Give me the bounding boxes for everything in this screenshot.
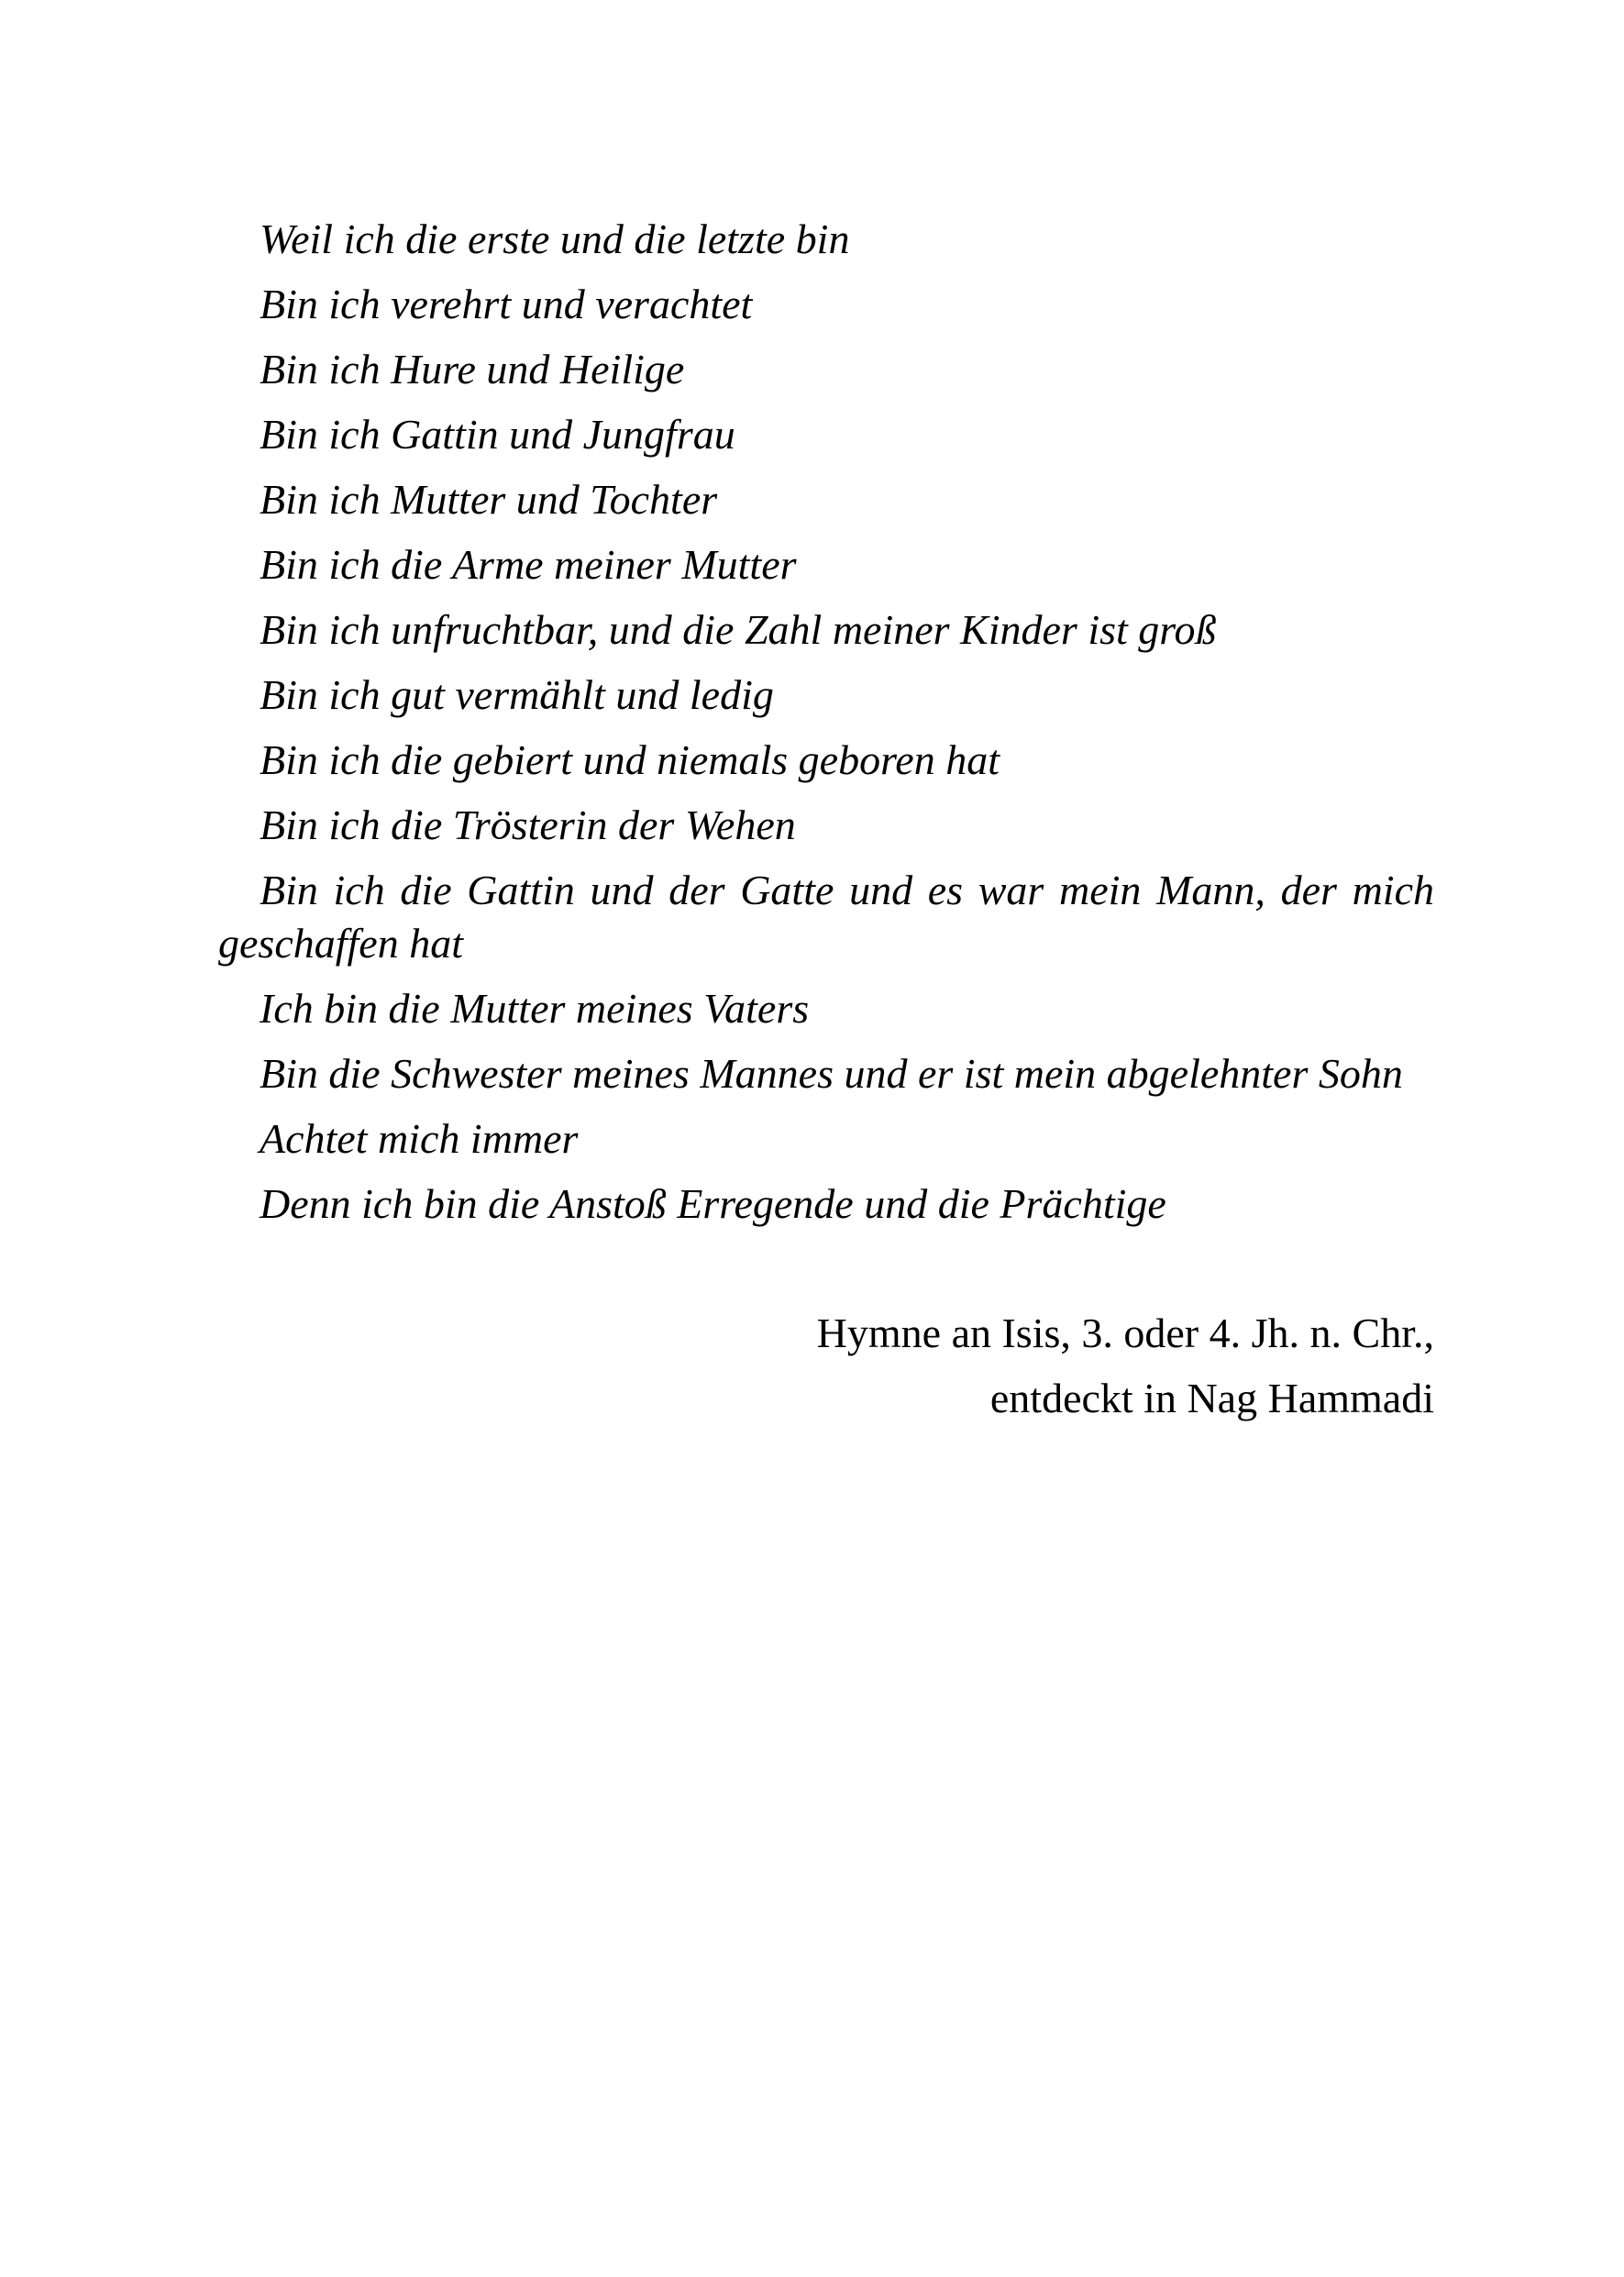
poem-line: Bin ich die Gattin und der Gatte und es war mein Mann, der mich geschaffen hat [218,867,1434,967]
poem-line: Bin ich die Arme meiner Mutter [260,541,797,588]
attribution-source: Hymne an Isis, 3. oder 4. Jh. n. Chr., [816,1310,1434,1356]
poem-line: Bin ich verehrt und verachtet [260,281,753,327]
poem-line: Bin ich die Trösterin der Wehen [260,801,796,848]
poem-line: Bin ich unfruchtbar, und die Zahl meiner Kinder ist groß [260,606,1217,653]
poem-line: Ich bin die Mutter meines Vaters [260,985,810,1032]
attribution-location: entdeckt in Nag Hammadi [989,1375,1434,1421]
poem-line: Bin ich Gattin und Jungfrau [260,411,735,458]
attribution [517,1300,1434,1431]
poem-line: Achtet mich immer [260,1115,579,1162]
poem-line: Bin ich die gebiert und niemals geboren hat [260,736,1000,783]
poem [218,213,1434,1243]
poem-line: Bin ich gut vermählt und ledig [260,671,774,718]
poem-line: Bin ich Mutter und Tochter [260,476,718,523]
poem-line: Weil ich die erste und die letzte bin [260,216,850,262]
poem-line: Denn ich bin die Anstoß Erregende und die Prächtige [260,1180,1166,1227]
poem-line: Bin die Schwester meines Mannes und er ist mein abgelehnter Sohn [260,1050,1403,1097]
poem-line: Bin ich Hure und Heilige [260,346,685,392]
